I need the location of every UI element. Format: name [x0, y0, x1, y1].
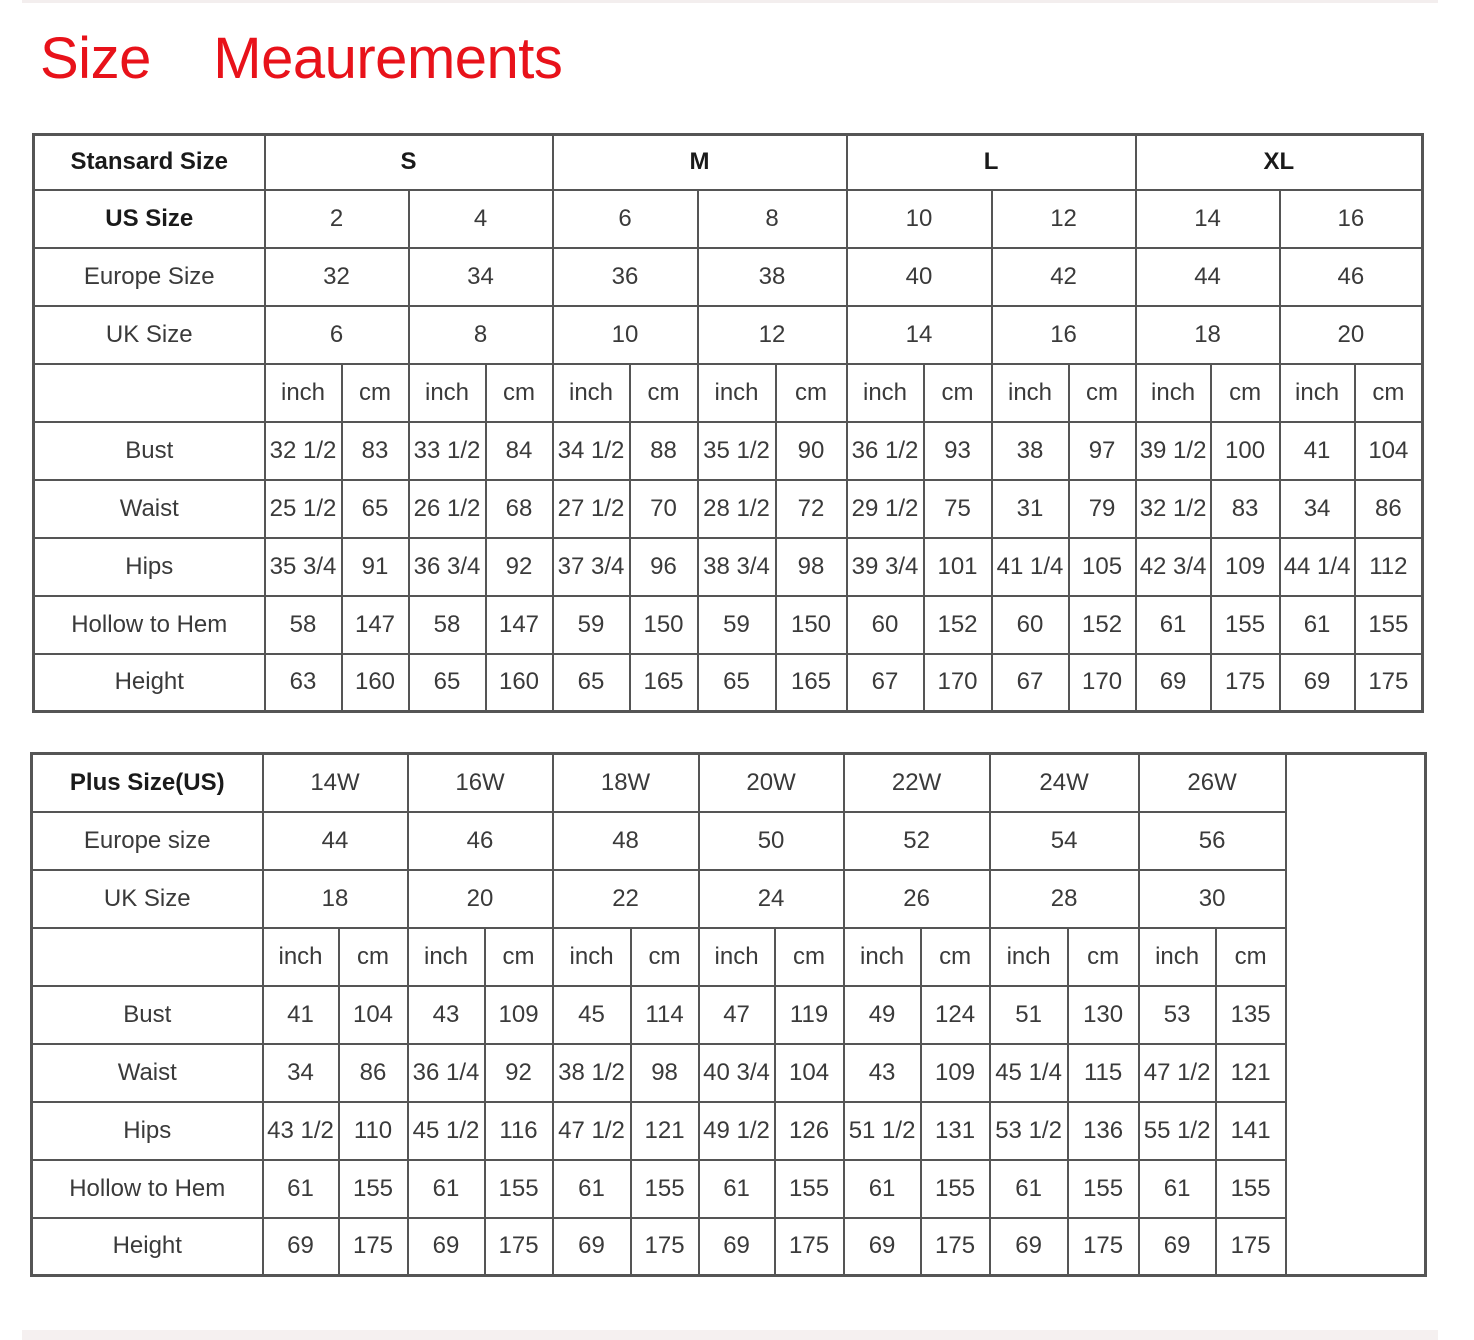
measurement-cell: 175: [1211, 654, 1280, 712]
measurement-cell: 104: [775, 1044, 844, 1102]
bust-row: [34, 422, 1423, 480]
measurement-cell: 41: [263, 986, 339, 1044]
measurement-cell: 69: [263, 1218, 339, 1276]
plus-europe-size-row: [32, 812, 1426, 870]
measurement-cell: 155: [921, 1160, 990, 1218]
blank-column-cell: [1286, 1044, 1426, 1102]
unit-inch-header: inch: [553, 364, 630, 422]
measurement-cell: 63: [265, 654, 342, 712]
us-size-cell: 12: [992, 190, 1136, 248]
plus-size-table: [30, 752, 1427, 1277]
measurement-cell: 83: [1211, 480, 1280, 538]
measurement-cell: 136: [1068, 1102, 1139, 1160]
measurement-cell: 65: [409, 654, 486, 712]
uk-size-cell: 18: [263, 870, 408, 928]
measurement-cell: 32 1/2: [1136, 480, 1211, 538]
measurement-cell: 155: [1211, 596, 1280, 654]
us-size-cell: 10: [847, 190, 992, 248]
us-size-cell: 14W: [263, 754, 408, 812]
measurement-cell: 141: [1216, 1102, 1286, 1160]
unit-cm-header: cm: [776, 364, 847, 422]
plus-uk-size-row: [32, 870, 1426, 928]
uk-size-cell: 26: [844, 870, 990, 928]
hollow-to-hem-label: Hollow to Hem: [32, 1160, 263, 1218]
measurement-cell: 67: [992, 654, 1069, 712]
us-size-label: US Size: [34, 190, 265, 248]
blank-column-cell: [1286, 1160, 1426, 1218]
measurement-cell: 105: [1069, 538, 1136, 596]
measurement-cell: 49: [844, 986, 921, 1044]
measurement-cell: 35 3/4: [265, 538, 342, 596]
europe-size-cell: 36: [553, 248, 698, 306]
unit-inch-header: inch: [553, 928, 631, 986]
measurement-cell: 93: [924, 422, 992, 480]
measurement-cell: 96: [630, 538, 698, 596]
measurement-cell: 47: [699, 986, 775, 1044]
measurement-cell: 98: [776, 538, 847, 596]
plus-header-row: [32, 754, 1426, 812]
measurement-cell: 49 1/2: [699, 1102, 775, 1160]
us-size-cell: 8: [698, 190, 847, 248]
measurement-cell: 61: [699, 1160, 775, 1218]
waist-row: [34, 480, 1423, 538]
measurement-cell: 97: [1069, 422, 1136, 480]
uk-size-cell: 12: [698, 306, 847, 364]
unit-inch-header: inch: [409, 364, 486, 422]
measurement-cell: 165: [630, 654, 698, 712]
unit-inch-header: inch: [263, 928, 339, 986]
uk-size-cell: 8: [409, 306, 553, 364]
uk-size-cell: 18: [1136, 306, 1280, 364]
us-size-cell: 14: [1136, 190, 1280, 248]
measurement-cell: 36 1/2: [847, 422, 924, 480]
standard-header-row: [34, 135, 1423, 190]
standard-size-table: [32, 133, 1424, 713]
unit-cm-header: cm: [775, 928, 844, 986]
measurement-cell: 155: [1216, 1160, 1286, 1218]
unit-row: [34, 364, 1423, 422]
measurement-cell: 59: [698, 596, 776, 654]
blank-column-cell: [1286, 1218, 1426, 1276]
europe-size-cell: 52: [844, 812, 990, 870]
measurement-cell: 115: [1068, 1044, 1139, 1102]
measurement-cell: 61: [1136, 596, 1211, 654]
europe-size-cell: 48: [553, 812, 699, 870]
measurement-cell: 39 3/4: [847, 538, 924, 596]
uk-size-cell: 22: [553, 870, 699, 928]
us-size-cell: 24W: [990, 754, 1139, 812]
unit-inch-header: inch: [847, 364, 924, 422]
measurement-cell: 109: [485, 986, 553, 1044]
measurement-cell: 175: [485, 1218, 553, 1276]
measurement-cell: 155: [775, 1160, 844, 1218]
measurement-cell: 79: [1069, 480, 1136, 538]
measurement-cell: 69: [553, 1218, 631, 1276]
measurement-cell: 175: [631, 1218, 699, 1276]
measurement-cell: 61: [844, 1160, 921, 1218]
measurement-cell: 155: [631, 1160, 699, 1218]
measurement-cell: 28 1/2: [698, 480, 776, 538]
measurement-cell: 86: [339, 1044, 408, 1102]
measurement-cell: 36 3/4: [409, 538, 486, 596]
waist-label: Waist: [32, 1044, 263, 1102]
measurement-cell: 69: [1139, 1218, 1216, 1276]
unit-cm-header: cm: [339, 928, 408, 986]
unit-inch-header: inch: [1280, 364, 1355, 422]
page-title: Size Meaurements: [40, 26, 563, 91]
plus-size-label: Plus Size(US): [32, 754, 263, 812]
measurement-cell: 175: [1068, 1218, 1139, 1276]
measurement-cell: 160: [342, 654, 409, 712]
unit-inch-header: inch: [992, 364, 1069, 422]
measurement-cell: 69: [990, 1218, 1068, 1276]
measurement-cell: 38 1/2: [553, 1044, 631, 1102]
us-size-cell: 18W: [553, 754, 699, 812]
unit-inch-header: inch: [1139, 928, 1216, 986]
us-size-cell: 4: [409, 190, 553, 248]
measurement-cell: 51 1/2: [844, 1102, 921, 1160]
uk-size-cell: 6: [265, 306, 409, 364]
measurement-cell: 35 1/2: [698, 422, 776, 480]
measurement-cell: 36 1/4: [408, 1044, 485, 1102]
measurement-cell: 92: [486, 538, 553, 596]
plus-unit-row: [32, 928, 1426, 986]
measurement-cell: 34 1/2: [553, 422, 630, 480]
unit-inch-header: inch: [990, 928, 1068, 986]
measurement-cell: 34: [263, 1044, 339, 1102]
unit-cm-header: cm: [631, 928, 699, 986]
measurement-cell: 42 3/4: [1136, 538, 1211, 596]
size-group-m: M: [553, 135, 847, 190]
measurement-cell: 112: [1355, 538, 1423, 596]
uk-size-cell: 20: [1280, 306, 1423, 364]
bust-row: [32, 986, 1426, 1044]
unit-cm-header: cm: [1069, 364, 1136, 422]
measurement-cell: 155: [1068, 1160, 1139, 1218]
measurement-cell: 25 1/2: [265, 480, 342, 538]
measurement-cell: 38 3/4: [698, 538, 776, 596]
measurement-cell: 69: [1136, 654, 1211, 712]
unit-cm-header: cm: [1355, 364, 1423, 422]
measurement-cell: 44 1/4: [1280, 538, 1355, 596]
measurement-cell: 109: [921, 1044, 990, 1102]
blank-column-cell: [1286, 928, 1426, 986]
unit-cm-header: cm: [342, 364, 409, 422]
measurement-cell: 104: [1355, 422, 1423, 480]
measurement-cell: 175: [1355, 654, 1423, 712]
unit-cm-header: cm: [1211, 364, 1280, 422]
measurement-cell: 70: [630, 480, 698, 538]
hollow-to-hem-row: [34, 596, 1423, 654]
europe-size-cell: 38: [698, 248, 847, 306]
unit-inch-header: inch: [699, 928, 775, 986]
measurement-cell: 47 1/2: [553, 1102, 631, 1160]
us-size-cell: 2: [265, 190, 409, 248]
measurement-cell: 86: [1355, 480, 1423, 538]
hips-row: [32, 1102, 1426, 1160]
europe-size-row: [34, 248, 1423, 306]
measurement-cell: 84: [486, 422, 553, 480]
uk-size-label: UK Size: [34, 306, 265, 364]
measurement-cell: 31: [992, 480, 1069, 538]
uk-size-cell: 20: [408, 870, 553, 928]
us-size-cell: 16: [1280, 190, 1423, 248]
measurement-cell: 29 1/2: [847, 480, 924, 538]
measurement-cell: 130: [1068, 986, 1139, 1044]
unit-inch-header: inch: [265, 364, 342, 422]
measurement-cell: 69: [408, 1218, 485, 1276]
europe-size-cell: 40: [847, 248, 992, 306]
unit-row-blank: [34, 364, 265, 422]
measurement-cell: 51: [990, 986, 1068, 1044]
measurement-cell: 43: [844, 1044, 921, 1102]
unit-cm-header: cm: [921, 928, 990, 986]
europe-size-cell: 44: [263, 812, 408, 870]
measurement-cell: 45 1/4: [990, 1044, 1068, 1102]
measurement-cell: 45 1/2: [408, 1102, 485, 1160]
unit-cm-header: cm: [1068, 928, 1139, 986]
size-group-s: S: [265, 135, 553, 190]
measurement-cell: 61: [263, 1160, 339, 1218]
measurement-cell: 47 1/2: [1139, 1044, 1216, 1102]
measurement-cell: 75: [924, 480, 992, 538]
measurement-cell: 121: [631, 1102, 699, 1160]
unit-inch-header: inch: [408, 928, 485, 986]
hips-label: Hips: [34, 538, 265, 596]
unit-inch-header: inch: [698, 364, 776, 422]
europe-size-cell: 46: [408, 812, 553, 870]
uk-size-cell: 16: [992, 306, 1136, 364]
measurement-cell: 170: [1069, 654, 1136, 712]
measurement-cell: 72: [776, 480, 847, 538]
measurement-cell: 39 1/2: [1136, 422, 1211, 480]
unit-cm-header: cm: [924, 364, 992, 422]
measurement-cell: 101: [924, 538, 992, 596]
measurement-cell: 175: [1216, 1218, 1286, 1276]
measurement-cell: 58: [265, 596, 342, 654]
europe-size-cell: 46: [1280, 248, 1423, 306]
measurement-cell: 45: [553, 986, 631, 1044]
measurement-cell: 69: [844, 1218, 921, 1276]
measurement-cell: 131: [921, 1102, 990, 1160]
measurement-cell: 26 1/2: [409, 480, 486, 538]
plus-uk-size-label: UK Size: [32, 870, 263, 928]
blank-column-cell: [1286, 754, 1426, 812]
measurement-cell: 147: [486, 596, 553, 654]
measurement-cell: 150: [776, 596, 847, 654]
measurement-cell: 40 3/4: [699, 1044, 775, 1102]
bust-label: Bust: [34, 422, 265, 480]
measurement-cell: 38: [992, 422, 1069, 480]
measurement-cell: 91: [342, 538, 409, 596]
europe-size-cell: 34: [409, 248, 553, 306]
measurement-cell: 116: [485, 1102, 553, 1160]
measurement-cell: 175: [775, 1218, 844, 1276]
unit-cm-header: cm: [630, 364, 698, 422]
measurement-cell: 43: [408, 986, 485, 1044]
plus-europe-size-label: Europe size: [32, 812, 263, 870]
measurement-cell: 59: [553, 596, 630, 654]
measurement-cell: 119: [775, 986, 844, 1044]
size-group-l: L: [847, 135, 1136, 190]
bust-label: Bust: [32, 986, 263, 1044]
hollow-to-hem-row: [32, 1160, 1426, 1218]
height-row: [32, 1218, 1426, 1276]
bottom-divider: [22, 1330, 1438, 1340]
us-size-cell: 16W: [408, 754, 553, 812]
measurement-cell: 147: [342, 596, 409, 654]
unit-cm-header: cm: [485, 928, 553, 986]
us-size-cell: 20W: [699, 754, 844, 812]
measurement-cell: 53: [1139, 986, 1216, 1044]
measurement-cell: 83: [342, 422, 409, 480]
europe-size-cell: 56: [1139, 812, 1286, 870]
measurement-cell: 121: [1216, 1044, 1286, 1102]
europe-size-cell: 44: [1136, 248, 1280, 306]
measurement-cell: 41: [1280, 422, 1355, 480]
uk-size-cell: 24: [699, 870, 844, 928]
uk-size-row: [34, 306, 1423, 364]
measurement-cell: 60: [992, 596, 1069, 654]
measurement-cell: 124: [921, 986, 990, 1044]
measurement-cell: 155: [485, 1160, 553, 1218]
measurement-cell: 32 1/2: [265, 422, 342, 480]
uk-size-cell: 28: [990, 870, 1139, 928]
measurement-cell: 61: [553, 1160, 631, 1218]
blank-column-cell: [1286, 1102, 1426, 1160]
blank-column-cell: [1286, 986, 1426, 1044]
measurement-cell: 88: [630, 422, 698, 480]
measurement-cell: 135: [1216, 986, 1286, 1044]
measurement-cell: 160: [486, 654, 553, 712]
measurement-cell: 126: [775, 1102, 844, 1160]
measurement-cell: 65: [342, 480, 409, 538]
uk-size-cell: 10: [553, 306, 698, 364]
us-size-cell: 6: [553, 190, 698, 248]
plus-unit-row-blank: [32, 928, 263, 986]
blank-column-cell: [1286, 870, 1426, 928]
unit-inch-header: inch: [1136, 364, 1211, 422]
measurement-cell: 37 3/4: [553, 538, 630, 596]
unit-cm-header: cm: [486, 364, 553, 422]
measurement-cell: 152: [1069, 596, 1136, 654]
uk-size-cell: 30: [1139, 870, 1286, 928]
measurement-cell: 152: [924, 596, 992, 654]
top-divider: [22, 0, 1438, 3]
blank-column-cell: [1286, 812, 1426, 870]
measurement-cell: 104: [339, 986, 408, 1044]
measurement-cell: 61: [1139, 1160, 1216, 1218]
measurement-cell: 69: [699, 1218, 775, 1276]
standard-size-label: Stansard Size: [34, 135, 265, 190]
measurement-cell: 67: [847, 654, 924, 712]
measurement-cell: 61: [990, 1160, 1068, 1218]
measurement-cell: 155: [1355, 596, 1423, 654]
measurement-cell: 150: [630, 596, 698, 654]
measurement-cell: 61: [1280, 596, 1355, 654]
measurement-cell: 98: [631, 1044, 699, 1102]
hips-row: [34, 538, 1423, 596]
measurement-cell: 33 1/2: [409, 422, 486, 480]
us-size-cell: 22W: [844, 754, 990, 812]
measurement-cell: 41 1/4: [992, 538, 1069, 596]
measurement-cell: 65: [698, 654, 776, 712]
measurement-cell: 53 1/2: [990, 1102, 1068, 1160]
europe-size-cell: 54: [990, 812, 1139, 870]
measurement-cell: 155: [339, 1160, 408, 1218]
measurement-cell: 55 1/2: [1139, 1102, 1216, 1160]
hips-label: Hips: [32, 1102, 263, 1160]
measurement-cell: 61: [408, 1160, 485, 1218]
measurement-cell: 114: [631, 986, 699, 1044]
height-label: Height: [34, 654, 265, 712]
measurement-cell: 110: [339, 1102, 408, 1160]
measurement-cell: 60: [847, 596, 924, 654]
measurement-cell: 175: [339, 1218, 408, 1276]
height-label: Height: [32, 1218, 263, 1276]
europe-size-cell: 50: [699, 812, 844, 870]
measurement-cell: 165: [776, 654, 847, 712]
measurement-cell: 68: [486, 480, 553, 538]
measurement-cell: 43 1/2: [263, 1102, 339, 1160]
measurement-cell: 69: [1280, 654, 1355, 712]
size-group-xl: XL: [1136, 135, 1423, 190]
unit-inch-header: inch: [844, 928, 921, 986]
us-size-row: [34, 190, 1423, 248]
waist-row: [32, 1044, 1426, 1102]
measurement-cell: 34: [1280, 480, 1355, 538]
waist-label: Waist: [34, 480, 265, 538]
hollow-to-hem-label: Hollow to Hem: [34, 596, 265, 654]
uk-size-cell: 14: [847, 306, 992, 364]
height-row: [34, 654, 1423, 712]
measurement-cell: 65: [553, 654, 630, 712]
measurement-cell: 175: [921, 1218, 990, 1276]
measurement-cell: 27 1/2: [553, 480, 630, 538]
measurement-cell: 90: [776, 422, 847, 480]
measurement-cell: 92: [485, 1044, 553, 1102]
us-size-cell: 26W: [1139, 754, 1286, 812]
europe-size-cell: 42: [992, 248, 1136, 306]
europe-size-cell: 32: [265, 248, 409, 306]
measurement-cell: 109: [1211, 538, 1280, 596]
unit-cm-header: cm: [1216, 928, 1286, 986]
measurement-cell: 100: [1211, 422, 1280, 480]
europe-size-label: Europe Size: [34, 248, 265, 306]
measurement-cell: 170: [924, 654, 992, 712]
measurement-cell: 58: [409, 596, 486, 654]
